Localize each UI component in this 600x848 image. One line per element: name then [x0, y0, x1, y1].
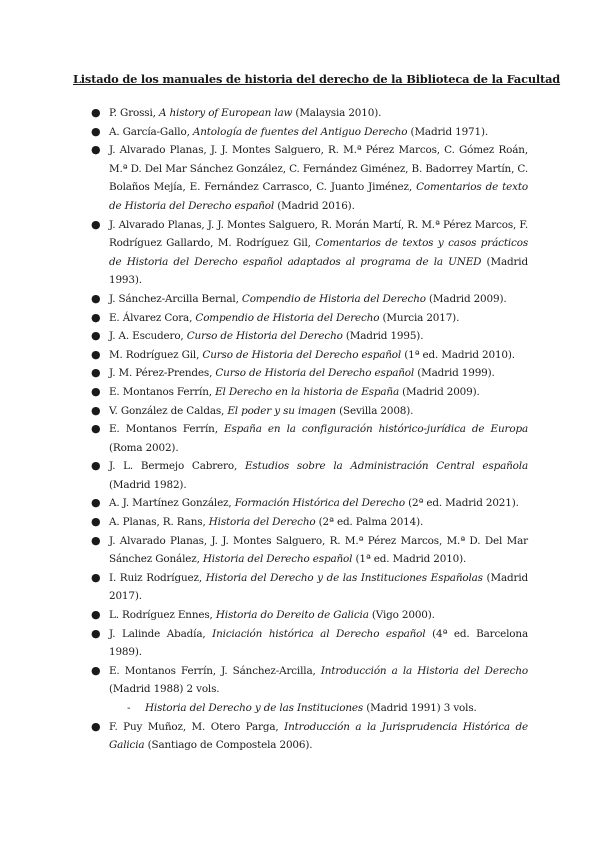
entry-authors: J. Alvarado Planas, J. J. Montes Salguero, R. Morán Martí, R. M.ª Pérez Marcos, F. Rodríguez Gallardo, M. Rodríguez Gil, — [109, 218, 528, 250]
bibliography-entry — [91, 718, 528, 755]
bibliography-entry — [91, 625, 528, 662]
bullet-icon: ● — [91, 329, 101, 343]
bullet-icon: ● — [91, 663, 101, 677]
entry-publication: (Madrid 1999). — [414, 367, 495, 380]
bibliography-entry — [91, 383, 528, 402]
bibliography-entry — [91, 569, 528, 606]
bullet-icon: ● — [91, 626, 101, 640]
entry-title: A history of European law — [158, 107, 293, 119]
bibliography-entry — [91, 216, 528, 290]
bullet-icon: ● — [91, 106, 101, 119]
entry-title: Curso de Historia del Derecho español — [215, 367, 415, 380]
entry-publication: (Madrid 2016). — [274, 199, 355, 212]
bullet-icon: ● — [91, 347, 101, 361]
bullet-icon: ● — [91, 719, 101, 733]
entry-publication: (Madrid 1971). — [407, 125, 489, 138]
entry-authors: J. A. Escudero, — [109, 330, 187, 343]
entry-authors: A. Planas, R. Rans, — [109, 516, 209, 529]
entry-publication: (Madrid 2009). — [425, 292, 507, 305]
entry-title: Iniciación histórica al Derecho español — [212, 627, 426, 640]
bullet-icon: ● — [91, 608, 101, 622]
entry-publication: (Murcia 2017). — [379, 311, 460, 324]
entry-authors: F. Puy Muñoz, M. Otero Parga, — [109, 720, 285, 733]
entry-publication: (Santiago de Compostela 2006). — [144, 739, 313, 752]
entry-publication: (Malaysia 2010). — [292, 107, 382, 119]
bullet-icon: ● — [91, 533, 101, 547]
bullet-icon: ● — [91, 496, 101, 510]
document-title: Listado de los manuales de historia del derecho de la Biblioteca de la Facultad — [73, 72, 561, 86]
entry-title: Formación Histórica del Derecho — [234, 497, 405, 510]
bullet-icon: ● — [91, 143, 101, 157]
entry-publication: (2ª ed. Palma 2014). — [315, 516, 424, 529]
bibliography-entry — [91, 346, 528, 365]
entry-title: Estudios sobre la Administración Central española — [244, 460, 528, 473]
entry-authors: E. Montanos Ferrín, — [109, 423, 225, 436]
bibliography-entry — [91, 141, 528, 215]
bibliography-entry — [91, 402, 528, 421]
bullet-icon: ● — [91, 422, 101, 436]
bibliography-entry — [91, 513, 528, 532]
entry-publication: (Madrid 1995). — [342, 330, 424, 343]
entry-publication: (4ª ed. Barcelona 1989). — [109, 627, 528, 659]
entry-authors: I. Ruiz Rodríguez, — [109, 571, 206, 584]
entry-authors: A. J. Martínez González, — [109, 497, 235, 510]
entry-subitem — [109, 699, 528, 718]
bibliography-entry — [91, 420, 528, 457]
bibliography-entry — [91, 123, 528, 142]
bibliography-entry — [91, 606, 528, 625]
entry-authors: J. Lalinde Abadía, — [109, 627, 213, 640]
bibliography-entry — [91, 309, 528, 328]
bibliography-entry — [91, 532, 528, 569]
entry-title: Compendio de Historia del Derecho — [195, 311, 380, 324]
entry-authors: L. Rodríguez Ennes, — [109, 609, 216, 622]
entry-publication: (Madrid 2009). — [399, 385, 480, 398]
dash-icon: - — [127, 702, 131, 714]
entry-authors: E. Montanos Ferrín, — [109, 385, 216, 398]
bullet-icon: ● — [91, 291, 101, 305]
bullet-icon: ● — [91, 570, 101, 584]
bullet-icon: ● — [91, 310, 101, 324]
bullet-icon: ● — [91, 515, 101, 529]
entry-publication: (Sevilla 2008). — [335, 404, 414, 417]
subitem-publication: (Madrid 1991) 3 vols. — [363, 702, 477, 714]
bullet-icon: ● — [91, 124, 101, 138]
bullet-icon: ● — [91, 217, 101, 231]
entry-title: Historia del Derecho — [208, 516, 316, 529]
entry-publication: (1ª ed. Madrid 2010). — [401, 348, 515, 361]
entry-title: Antología de fuentes del Antiguo Derecho — [192, 125, 408, 138]
entry-title: Historia del Derecho y de las Instituciones Españolas — [205, 571, 483, 584]
entry-title: El poder y su imagen — [227, 404, 336, 417]
entry-title: Comentarios de texto de Historia del Derecho español — [109, 181, 529, 212]
entry-title: Curso de Historia del Derecho — [186, 330, 343, 343]
entry-authors: E. Montanos Ferrín, J. Sánchez-Arcilla, — [109, 664, 321, 677]
entry-publication: (Madrid 1993). — [109, 255, 528, 287]
bibliography-entry — [91, 104, 528, 123]
entry-publication: (2ª ed. Madrid 2021). — [404, 497, 519, 510]
entry-title: Curso de Historia del Derecho español — [202, 348, 402, 361]
entry-authors: M. Rodríguez Gil, — [109, 348, 203, 361]
entry-authors: J. Alvarado Planas, J. J. Montes Salguero, R. M.ª Pérez Marcos, C. Gómez Roán, M.ª D. Del Mar Sánchez González, C. Fernández Giménez, B. Badorrey Martín, C. Bolaños Mejía, E. Fernández Carrasco, C. Juanto Jiménez, — [109, 144, 528, 194]
entry-title: Introducción a la Historia del Derecho — [320, 664, 528, 677]
bibliography-entry — [91, 662, 528, 718]
entry-title: España en la configuración histórico-jurídica de Europa — [224, 423, 528, 436]
entry-authors: A. García-Gallo, — [109, 125, 193, 138]
entry-authors: J. L. Bermejo Cabrero, — [109, 460, 245, 473]
bibliography-entry — [91, 457, 528, 494]
entry-authors: V. González de Caldas, — [109, 404, 228, 417]
bibliography-entry — [91, 290, 528, 309]
entry-publication: (Madrid 1988) 2 vols. — [109, 683, 220, 696]
entry-publication: (Vigo 2000). — [368, 609, 435, 622]
bullet-icon: ● — [91, 459, 101, 473]
bibliography-entry — [91, 364, 528, 383]
entry-authors: J. Alvarado Planas, J. J. Montes Salguero, R. M.ª Pérez Marcos, M.ª D. Del Mar Sánchez Gonález, — [109, 534, 528, 566]
entry-authors: E. Álvarez Cora, — [109, 311, 196, 324]
entry-title: Compendio de Historia del Derecho — [241, 292, 426, 305]
entry-authors: P. Grossi, — [109, 107, 159, 119]
entry-title: Introducción a la Jurisprudencia Histórica de Galicia — [109, 720, 528, 752]
subitem-title: Historia del Derecho y de las Instituciones — [145, 702, 364, 714]
bullet-icon: ● — [91, 384, 101, 398]
entry-authors: J. M. Pérez-Prendes, — [109, 367, 216, 380]
entry-authors: J. Sánchez-Arcilla Bernal, — [109, 292, 242, 305]
bibliography-entry — [91, 494, 528, 513]
bullet-icon: ● — [91, 366, 101, 380]
entry-publication: (1ª ed. Madrid 2010). — [352, 553, 467, 566]
bibliography-entry — [91, 327, 528, 346]
entry-title: Comentarios de textos y casos prácticos de Historia del Derecho español adaptados al programa de la UNED — [109, 237, 528, 268]
entry-title: Historia do Dereito de Galicia — [215, 609, 369, 622]
entry-title: Historia del Derecho español — [202, 553, 353, 566]
entry-publication: (Madrid 1982). — [109, 478, 187, 491]
bibliography-list — [91, 104, 528, 755]
bullet-icon: ● — [91, 403, 101, 417]
entry-publication: (Roma 2002). — [109, 441, 179, 454]
entry-title: El Derecho en la historia de España — [215, 385, 399, 398]
entry-publication: (Madrid 2017). — [109, 571, 528, 603]
